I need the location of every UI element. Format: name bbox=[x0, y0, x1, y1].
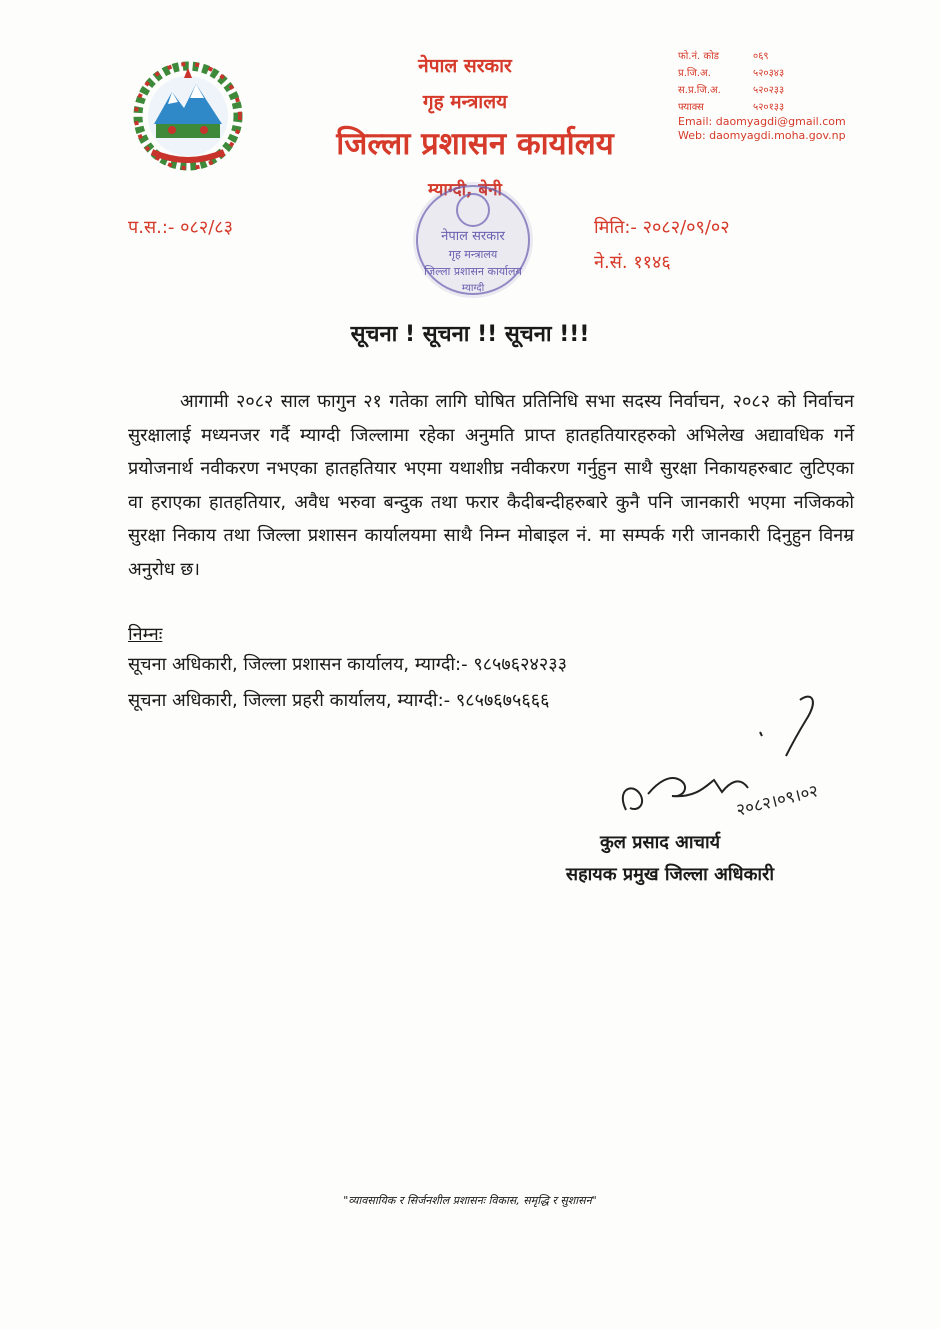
reference-number: प.स.:- ०८२/८३ bbox=[128, 217, 233, 238]
contact-block bbox=[678, 48, 784, 116]
header-government: नेपाल सरकार bbox=[418, 55, 512, 77]
header-location: म्याग्दी, बेनी bbox=[428, 180, 502, 200]
handwritten-signature bbox=[610, 690, 880, 834]
signatory-name: कुल प्रसाद आचार्य bbox=[599, 832, 721, 853]
svg-text:२०८२।०९।०२: २०८२।०९।०२ bbox=[734, 781, 821, 821]
notice-title: सूचना ! सूचना !! सूचना !!! bbox=[350, 322, 590, 347]
letter-date: मिति:- २०८२/०९/०२ bbox=[594, 217, 730, 238]
footer-motto: "व्यावसायिक र सिर्जनशील प्रशासनः विकास, समृद्धि र सुशासन" bbox=[343, 1194, 597, 1207]
header-office: जिल्ला प्रशासन कार्यालय bbox=[336, 126, 614, 162]
header-ministry: गृह मन्त्रालय bbox=[422, 91, 508, 113]
list-item: सूचना अधिकारी, जिल्ला प्रशासन कार्यालय, म्याग्दी:- ९८५७६२४२३३ bbox=[128, 654, 567, 675]
web-link[interactable]: Web: daomyagdi.moha.gov.np bbox=[678, 129, 846, 142]
svg-text:जिल्ला प्रशासन कार्यालय: जिल्ला प्रशासन कार्यालय bbox=[424, 265, 522, 278]
contact-row: फ्याक्स ५२०१३३ bbox=[678, 102, 785, 113]
email-link[interactable]: Email: daomyagdi@gmail.com bbox=[678, 115, 846, 128]
notice-body: आगामी २०८२ साल फागुन २१ गतेका लागि घोषित प्रतिनिधि सभा सदस्य निर्वाचन, २०८२ को निर्वाचन सुरक्षालाई मध्यनजर गर्दै म्याग्दी जिल्लामा रहेका अनुमति प्राप्त हातहतियारहरुको अभिलेख अद्यावधिक गर्ने प्रयोजनार्थ नवीकरण नभएका हातहतियार भएमा यथाशीघ्र नवीकरण गर्नुहुन साथै सुरक्षा निकायहरुबाट लुटिएका वा हराएका हातहतियार, अवैध भरुवा बन्दुक तथा फरार कैदीबन्दीहरुबारे कुनै पनि जानकारी भएमा नजिकको सुरक्षा निकाय तथा जिल्ला प्रशासन कार्यालयमा साथै निम्न मोबाइल नं. मा सम्पर्क गरी जानकारी दिनुहुन विनम्र अनुरोध छ। bbox=[128, 391, 854, 580]
svg-text:नेपाल सरकार: नेपाल सरकार bbox=[441, 229, 505, 244]
svg-text:गृह मन्त्रालय: गृह मन्त्रालय bbox=[448, 248, 498, 261]
nepal-emblem-icon bbox=[132, 60, 244, 176]
list-heading: निम्नः bbox=[128, 624, 163, 645]
nepal-sambat-date: ने.सं. ११४६ bbox=[594, 252, 671, 273]
signatory-role: सहायक प्रमुख जिल्ला अधिकारी bbox=[565, 864, 775, 885]
contact-row: स.प्र.जि.अ. ५२०२३३ bbox=[678, 85, 785, 96]
email-web-block bbox=[678, 115, 846, 143]
svg-text:म्याग्दी: म्याग्दी bbox=[461, 283, 485, 294]
contact-row: प्र.जि.अ. ५२०३४३ bbox=[678, 68, 785, 79]
office-stamp bbox=[408, 178, 538, 307]
contact-row: फो.नं. कोड ०६९ bbox=[678, 51, 769, 62]
list-item: सूचना अधिकारी, जिल्ला प्रहरी कार्यालय, म्याग्दी:- ९८५७६७५६६६ bbox=[128, 690, 550, 711]
